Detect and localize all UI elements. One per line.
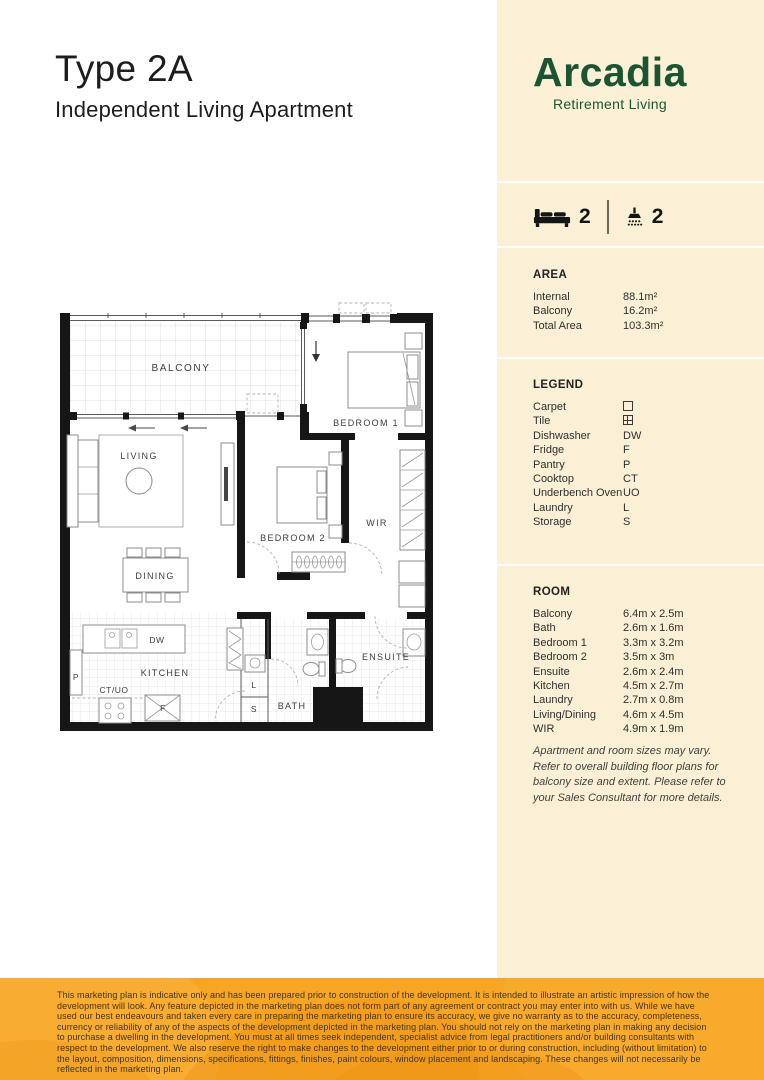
label-p: P bbox=[72, 672, 80, 682]
carpet-swatch-icon bbox=[623, 401, 633, 411]
brand-logo bbox=[533, 50, 687, 112]
wall-laundry-top bbox=[237, 612, 271, 619]
page-title: Type 2A bbox=[55, 48, 193, 89]
legend-row: Laundry L bbox=[533, 501, 630, 514]
area-section bbox=[533, 269, 738, 333]
room-heading: ROOM bbox=[533, 586, 571, 598]
label-kitchen: KITCHEN bbox=[140, 668, 190, 678]
room-row: Balcony 6.4m x 2.5m bbox=[533, 608, 684, 620]
sizes-disclaimer-note: Apartment and room sizes may vary. Refer to overall building floor plans for balcony size and extent. Please refer to your Sales Consultant for more details. bbox=[533, 745, 726, 804]
legend-row: Tile bbox=[533, 414, 738, 428]
divider bbox=[497, 181, 764, 183]
legend-row: Carpet bbox=[533, 400, 738, 414]
floor-plan bbox=[55, 295, 435, 731]
wall-living-bedroom2 bbox=[237, 412, 245, 578]
bedroom1-glazing bbox=[300, 322, 307, 414]
room-row: WIR 4.9m x 1.9m bbox=[533, 723, 684, 736]
legal-disclaimer: This marketing plan is indicative only and has been prepared prior to construction of the development. It is intended to illustrate an artistic impression of how the development will look. Any feature depicted in the marketing plan does not form part of any agreement or contract you may enter into with us. While we have used our best endeavours and taken every care in preparing the marketing plan to ensure its accuracy, we give no warranty as to the accuracy, completeness, currency or reliability of any of the aspects of the development depicted in the marketing plan. You should not rely on the marketing plan in making any decision to purchase a dwelling in the development. You must at all times seek independent, specialist advice from legal practitioners and/or building consultants with respect to the development. We also reserve the right to make changes to the development either prior to or during construction, including (without limitation) to the layout, composition, dimensions, specifications, fittings, finishes, paint colours, window placement and landscaping. These changes will not necessarily be reflected in the marketing plan. bbox=[57, 990, 710, 1075]
wall-right bbox=[425, 313, 433, 731]
divider bbox=[497, 246, 764, 248]
brand-tagline: Retirement Living bbox=[552, 96, 667, 113]
room-row: Bedroom 1 3.3m x 3.2m bbox=[533, 636, 684, 649]
bath-count: 2 bbox=[651, 205, 664, 228]
label-dw: DW bbox=[149, 635, 165, 645]
header bbox=[55, 48, 353, 123]
label-bedroom2: BEDROOM 2 bbox=[260, 533, 326, 543]
shower-icon bbox=[625, 207, 644, 228]
bed-bath-stats bbox=[533, 192, 663, 242]
brand-name: Arcadia bbox=[533, 49, 687, 95]
wall-entry-nook bbox=[313, 687, 363, 731]
area-row: Total Area 103.3m² bbox=[533, 319, 664, 332]
label-s: S bbox=[250, 704, 258, 714]
legend-section bbox=[533, 379, 738, 530]
bedroom2-bed bbox=[277, 452, 342, 538]
bedroom1-bed bbox=[348, 333, 422, 426]
label-ensuite: ENSUITE bbox=[361, 652, 411, 662]
bedroom1-top-wall bbox=[301, 303, 433, 323]
label-l: L bbox=[251, 680, 257, 690]
divider bbox=[497, 564, 764, 566]
room-row: Laundry 2.7m x 0.8m bbox=[533, 694, 684, 707]
sidebar bbox=[497, 0, 764, 978]
label-balcony: BALCONY bbox=[151, 363, 211, 374]
legend-row: Fridge F bbox=[533, 444, 630, 457]
legend-heading: LEGEND bbox=[533, 379, 584, 391]
footer bbox=[0, 978, 764, 1080]
area-row: Internal 88.1m² bbox=[533, 291, 658, 303]
entry-arrow-icon bbox=[312, 341, 320, 362]
label-dining: DINING bbox=[135, 571, 175, 581]
label-wir: WIR bbox=[366, 518, 388, 528]
room-row: Bedroom 2 3.5m x 3m bbox=[533, 651, 675, 664]
wir-shelving bbox=[399, 450, 425, 607]
divider bbox=[497, 357, 764, 359]
room-row: Kitchen 4.5m x 2.7m bbox=[533, 680, 684, 693]
label-bedroom1: BEDROOM 1 bbox=[333, 418, 399, 428]
room-row: Ensuite 2.6m x 2.4m bbox=[533, 665, 684, 678]
legend-row: Dishwasher DW bbox=[533, 429, 642, 442]
legend-row: Storage S bbox=[533, 516, 631, 529]
legend-row: Pantry P bbox=[533, 458, 631, 471]
wall-bedroom2-bottom bbox=[277, 572, 310, 580]
area-row: Balcony 16.2m² bbox=[533, 305, 658, 318]
wall-bath-ensuite bbox=[329, 615, 336, 689]
stats-divider bbox=[607, 200, 609, 234]
room-row: Living/Dining 4.6m x 4.5m bbox=[533, 708, 684, 721]
tile-swatch-icon bbox=[623, 415, 633, 425]
page-subtitle: Independent Living Apartment bbox=[55, 97, 353, 122]
bath-fixtures bbox=[303, 629, 328, 676]
label-f: F bbox=[160, 703, 166, 713]
legend-row: Underbench Oven UO bbox=[533, 487, 640, 500]
bed-icon bbox=[533, 207, 571, 228]
balcony-railing bbox=[70, 313, 301, 321]
label-living: LIVING bbox=[120, 451, 158, 461]
wall-ensuite-top-right bbox=[407, 612, 433, 619]
room-section bbox=[533, 586, 738, 737]
room-row: Bath 2.6m x 1.6m bbox=[533, 622, 684, 635]
living-furniture bbox=[67, 435, 234, 527]
bedroom2-wardrobe bbox=[292, 552, 345, 572]
area-heading: AREA bbox=[533, 269, 568, 281]
wall-bed1-bottom-right bbox=[398, 433, 425, 440]
bed-count: 2 bbox=[579, 205, 591, 228]
label-bath: BATH bbox=[277, 701, 307, 711]
label-ct-uo: CT/UO bbox=[99, 685, 129, 695]
legend-row: Cooktop CT bbox=[533, 473, 638, 486]
